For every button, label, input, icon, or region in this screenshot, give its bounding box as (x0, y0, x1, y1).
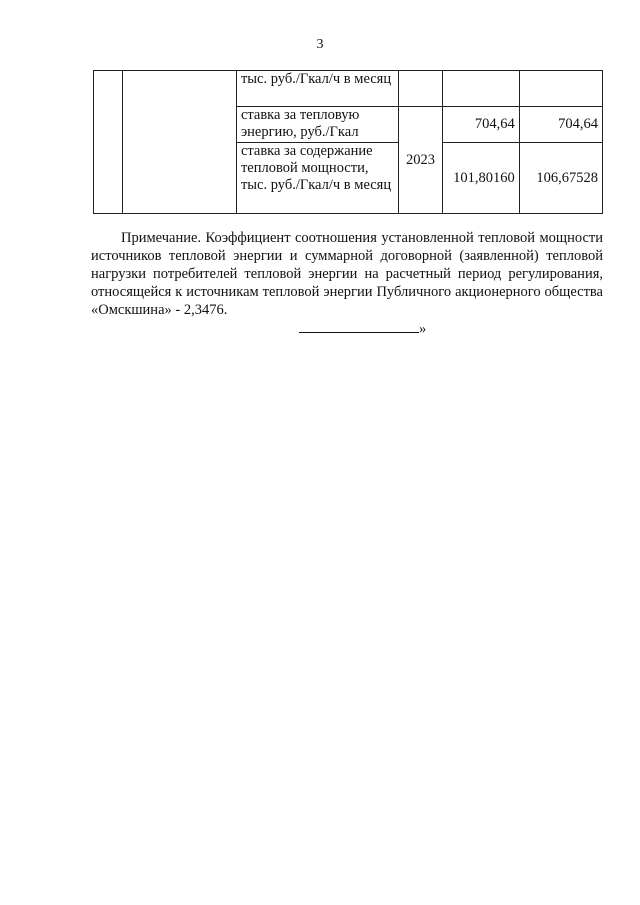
table-cell-value1-empty (442, 71, 519, 107)
signature-underline (299, 318, 419, 333)
table-cell-value: 704,64 (519, 107, 602, 143)
page-number: 3 (316, 37, 324, 52)
table-cell-parameter: тыс. руб./Гкал/ч в месяц (236, 71, 398, 107)
tariff-table (93, 70, 603, 214)
table-cell-value: 106,67528 (519, 143, 602, 214)
table-row (94, 71, 603, 107)
table-cell-year: 2023 (399, 107, 443, 214)
note-paragraph: Примечание. Коэффициент соотношения установленной тепловой мощности источников тепловой энергии и суммарной договорной (заявленной) тепловой нагрузки потребителей тепловой энергии на расчетный период регулирования, относящейся к источникам тепловой энергии Публичного акционерного общества «Омскшина» - 2,3476. (91, 230, 603, 318)
table-cell-value: 704,64 (442, 107, 519, 143)
table-cell-category (123, 71, 237, 214)
table-cell-index (94, 71, 123, 214)
table-cell-year-empty (399, 71, 443, 107)
table-cell-parameter: ставка за содержание тепловой мощности, тыс. руб./Гкал/ч в месяц (236, 143, 398, 214)
closing-line (299, 318, 426, 338)
table-cell-parameter: ставка за тепловую энергию, руб./Гкал (236, 107, 398, 143)
closing-quote-mark: » (419, 321, 427, 337)
table-cell-value: 101,80160 (442, 143, 519, 214)
table-cell-value2-empty (519, 71, 602, 107)
